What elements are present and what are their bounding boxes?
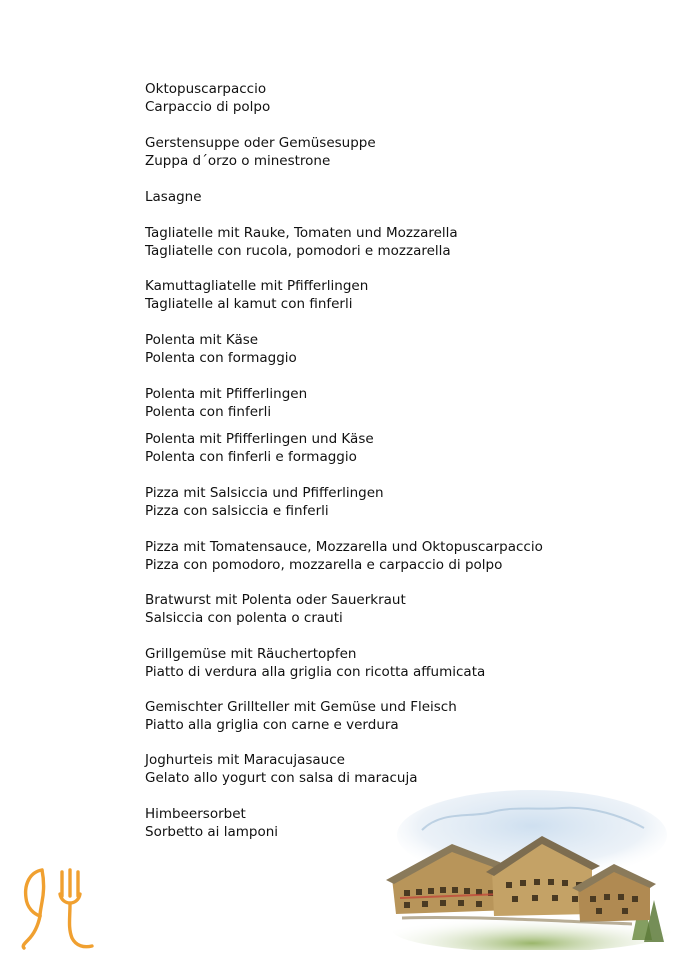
dish-item bbox=[145, 591, 406, 627]
dish-item bbox=[145, 484, 384, 520]
dish-name-de: Pizza mit Salsiccia und Pfifferlingen bbox=[145, 485, 384, 501]
dish-name-de: Tagliatelle mit Rauke, Tomaten und Mozzarella bbox=[145, 225, 458, 241]
dish-name-de: Grillgemüse mit Räuchertopfen bbox=[145, 646, 357, 662]
dish-item bbox=[145, 80, 270, 116]
dish-name-de: Polenta mit Pfifferlingen und Käse bbox=[145, 431, 374, 447]
dish-name-it: Pizza con salsiccia e finferli bbox=[145, 503, 329, 519]
dish-name-de: Oktopuscarpaccio bbox=[145, 81, 267, 97]
dish-name-it: Carpaccio di polpo bbox=[145, 99, 271, 115]
dish-name-de: Bratwurst mit Polenta oder Sauerkraut bbox=[145, 592, 406, 608]
dish-name-it: Tagliatelle al kamut con finferli bbox=[145, 296, 353, 312]
dish-name-it: Piatto alla griglia con carne e verdura bbox=[145, 717, 399, 733]
dish-item bbox=[145, 430, 374, 466]
dish-name-it: Salsiccia con polenta o crauti bbox=[145, 610, 343, 626]
dish-name-de: Polenta mit Pfifferlingen bbox=[145, 386, 308, 402]
dish-name-de: Gemischter Grillteller mit Gemüse und Fleisch bbox=[145, 699, 457, 715]
dish-name-it: Sorbetto ai lamponi bbox=[145, 824, 279, 840]
dish-item bbox=[145, 698, 457, 734]
dish-item bbox=[145, 331, 297, 367]
dish-name-de: Himbeersorbet bbox=[145, 806, 246, 822]
dish-name-de: Polenta mit Käse bbox=[145, 332, 259, 348]
alpine-chalet-illustration bbox=[382, 790, 674, 950]
dish-name-de: Gerstensuppe oder Gemüsesuppe bbox=[145, 135, 376, 151]
dish-name-it: Piatto di verdura alla griglia con ricotta affumicata bbox=[145, 664, 486, 680]
dish-item bbox=[145, 385, 307, 421]
dish-name-it: Zuppa d´orzo o minestrone bbox=[145, 153, 331, 169]
dish-item bbox=[145, 188, 202, 206]
dish-item bbox=[145, 751, 418, 787]
dish-name-de: Joghurteis mit Maracujasauce bbox=[145, 752, 345, 768]
fork-spoon-logo-icon bbox=[14, 866, 94, 950]
dish-item bbox=[145, 277, 368, 313]
dish-name-it: Polenta con finferli bbox=[145, 404, 272, 420]
dish-name-de: Pizza mit Tomatensauce, Mozzarella und Oktopuscarpaccio bbox=[145, 539, 543, 555]
dish-name-it: Pizza con pomodoro, mozzarella e carpaccio di polpo bbox=[145, 557, 503, 573]
dish-name-de: Lasagne bbox=[145, 189, 202, 205]
dish-name-it: Polenta con finferli e formaggio bbox=[145, 449, 357, 465]
dish-name-it: Tagliatelle con rucola, pomodori e mozzarella bbox=[145, 243, 451, 259]
dish-name-de: Kamuttagliatelle mit Pfifferlingen bbox=[145, 278, 369, 294]
dish-item bbox=[145, 645, 485, 681]
dish-name-it: Gelato allo yogurt con salsa di maracuja bbox=[145, 770, 418, 786]
dish-item bbox=[145, 538, 543, 574]
dish-name-it: Polenta con formaggio bbox=[145, 350, 297, 366]
dish-item bbox=[145, 805, 278, 841]
dish-item bbox=[145, 224, 458, 260]
dish-item bbox=[145, 134, 376, 170]
